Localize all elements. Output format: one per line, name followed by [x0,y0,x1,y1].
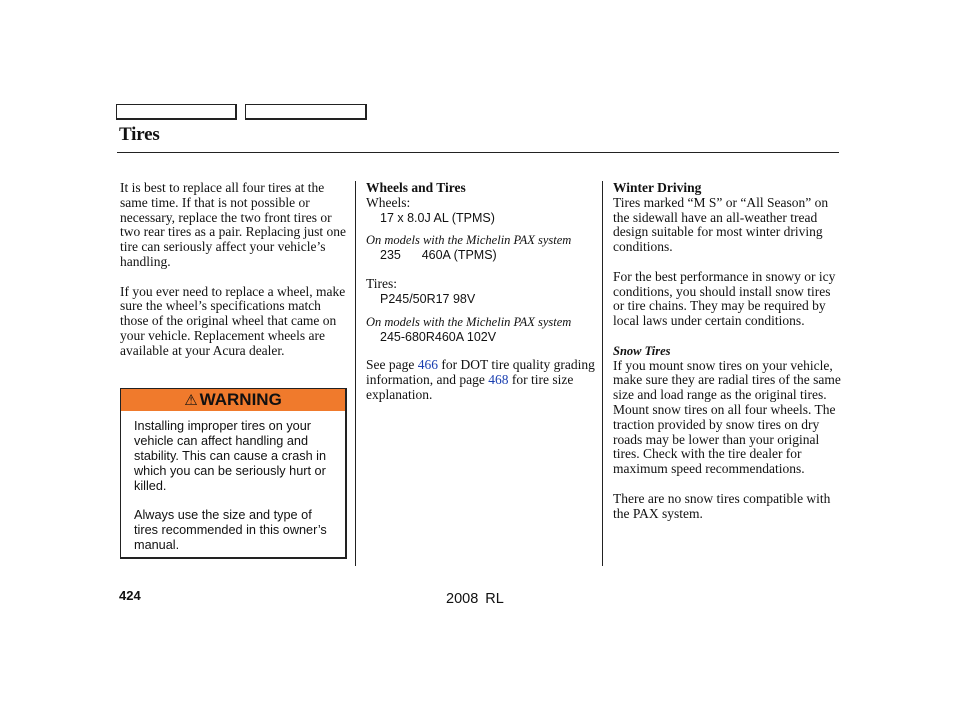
warning-label: WARNING [199,390,282,409]
snow-tires-paragraph: If you mount snow tires on your vehicle, make sure they are radial tires of the same size and load range as the original tires. Mount snow tires on all four wheels. The traction provided by snow tires on dry roads may be lower than your original tires. Check with the tire dealer for maximum speed recommendations. [613,357,841,477]
pax-note-tires: On models with the Michelin PAX system [366,315,572,330]
warning-text-1: Installing improper tires on your vehicle can affect handling and stability. This can cause a crash in which you can be seriously hurt or killed. [134,419,327,493]
see-page-paragraph [366,358,596,402]
wheels-label: Wheels: [366,194,411,210]
nav-button-previous[interactable] [116,104,237,120]
pax-note-wheels: On models with the Michelin PAX system [366,233,572,248]
tires-label: Tires: [366,276,398,292]
page-title: Tires [119,124,160,145]
pax-wheel-value: 235 460A (TPMS) [380,247,497,262]
page-link-468[interactable]: 468 [488,372,509,388]
snow-performance-paragraph: For the best performance in snowy or icy conditions, you should install snow tires or tire chains. They may be required by local laws under certain conditions. [613,268,836,329]
see-text-3: for tire size explanation. [366,372,574,402]
see-text-2: for DOT tire quality grading information, and page [366,357,595,388]
tires-value: P245/50R17 98V [380,292,476,307]
warning-triangle-icon: ⚠ [184,392,198,409]
warning-body [121,411,345,553]
warning-box [120,388,347,559]
footer-model: 2008 RL [446,591,504,607]
column-left [120,181,350,359]
column-middle [366,181,596,403]
snow-tires-subheading: Snow Tires [613,343,671,358]
pax-tire-value: 245-680R460A 102V [380,329,497,344]
intro-paragraph: It is best to replace all four tires at the same time. If that is not possible or necessary, replace the two front tires or two rear tires as a pair. Replacing just one tire can seriously affect your vehicle’s handling. [120,180,347,269]
see-text-1: See page [366,357,418,373]
column-divider-1 [355,181,356,566]
title-divider [117,152,839,153]
nav-button-next[interactable] [245,104,367,120]
all-season-paragraph: Tires marked “M S” or “All Season” on the sidewall have an all-weather tread design suitable for most winter driving conditions. [613,194,829,255]
page-number: 424 [119,588,141,603]
page-link-466[interactable]: 466 [417,357,438,373]
warning-text-2: Always use the size and type of tires recommended in this owner’s manual. [134,508,327,552]
wheels-value: 17 x 8.0J AL (TPMS) [380,210,495,225]
wheels-tires-heading: Wheels and Tires [366,180,466,195]
warning-header [121,389,345,411]
column-divider-2 [602,181,603,566]
column-right [613,181,843,521]
winter-driving-heading: Winter Driving [613,180,702,195]
wheel-replacement-paragraph: If you ever need to replace a wheel, make sure the wheel’s specifications match those of the original wheel that came on your vehicle. Replacement wheels are available at your Acura dealer. [120,283,346,358]
pax-snow-paragraph: There are no snow tires compatible with the PAX system. [613,490,831,521]
